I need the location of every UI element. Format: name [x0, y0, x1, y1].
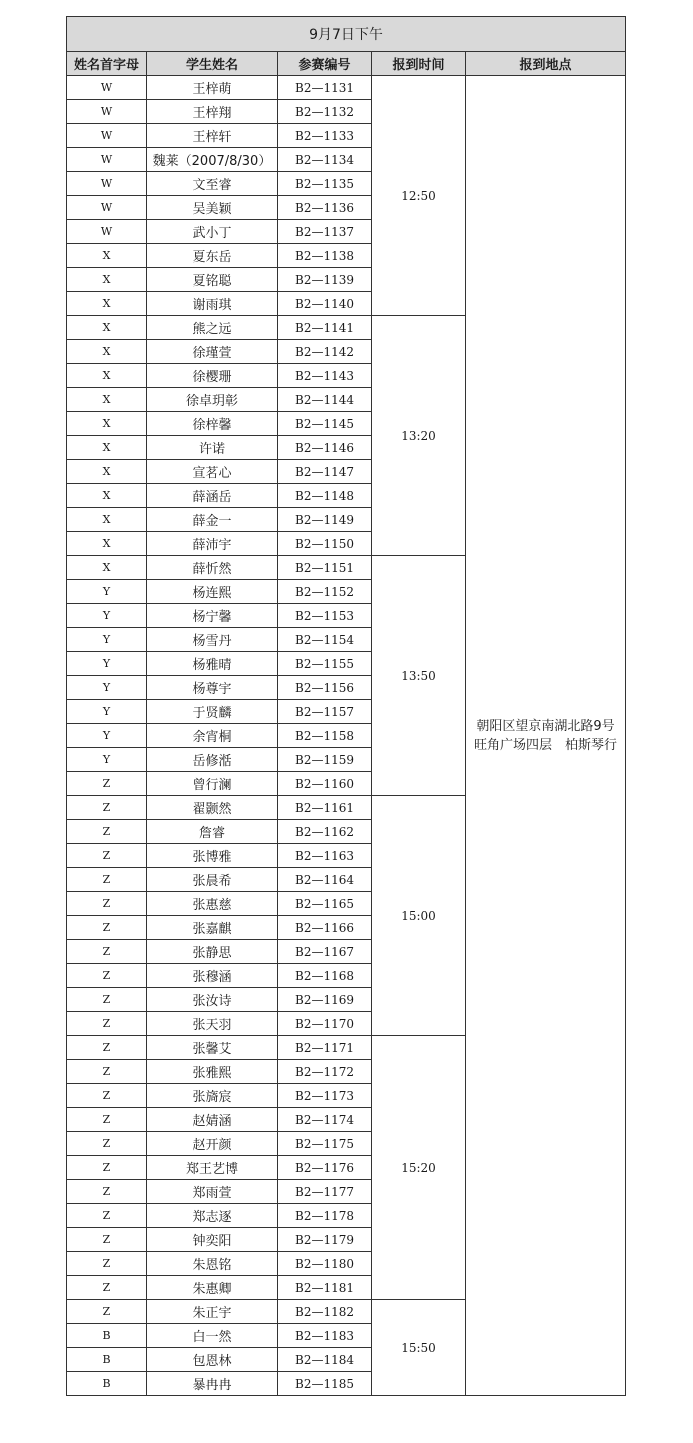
name-initial-cell: X — [67, 340, 147, 364]
name-initial-cell: X — [67, 484, 147, 508]
student-name-cell: 杨尊宇 — [147, 676, 278, 700]
entry-id-cell: B2—1143 — [278, 364, 372, 388]
checkin-time-cell: 15:00 — [372, 796, 466, 1036]
student-name-cell: 暴冉冉 — [147, 1372, 278, 1396]
student-name-cell: 薛沛宇 — [147, 532, 278, 556]
entry-id-cell: B2—1167 — [278, 940, 372, 964]
name-initial-cell: Y — [67, 676, 147, 700]
student-name-cell: 吴美颖 — [147, 196, 278, 220]
entry-id-cell: B2—1185 — [278, 1372, 372, 1396]
name-initial-cell: Z — [67, 916, 147, 940]
entry-id-cell: B2—1172 — [278, 1060, 372, 1084]
entry-id-cell: B2—1175 — [278, 1132, 372, 1156]
entry-id-cell: B2—1178 — [278, 1204, 372, 1228]
entry-id-cell: B2—1174 — [278, 1108, 372, 1132]
entry-id-cell: B2—1177 — [278, 1180, 372, 1204]
student-name-cell: 于贤麟 — [147, 700, 278, 724]
name-initial-cell: Z — [67, 1108, 147, 1132]
entry-id-cell: B2—1140 — [278, 292, 372, 316]
entry-id-cell: B2—1164 — [278, 868, 372, 892]
student-name-cell: 宣茗心 — [147, 460, 278, 484]
name-initial-cell: Z — [67, 892, 147, 916]
entry-id-cell: B2—1160 — [278, 772, 372, 796]
name-initial-cell: Z — [67, 1180, 147, 1204]
student-name-cell: 詹睿 — [147, 820, 278, 844]
checkin-time-cell: 12:50 — [372, 76, 466, 316]
entry-id-cell: B2—1170 — [278, 1012, 372, 1036]
table-body — [67, 17, 626, 1396]
student-name-cell: 许诺 — [147, 436, 278, 460]
student-name-cell: 魏莱（2007/8/30） — [147, 148, 278, 172]
entry-id-cell: B2—1168 — [278, 964, 372, 988]
student-name-cell: 夏东岳 — [147, 244, 278, 268]
name-initial-cell: X — [67, 412, 147, 436]
name-initial-cell: Z — [67, 796, 147, 820]
entry-id-cell: B2—1182 — [278, 1300, 372, 1324]
name-initial-cell: X — [67, 292, 147, 316]
name-initial-cell: B — [67, 1372, 147, 1396]
entry-id-cell: B2—1180 — [278, 1252, 372, 1276]
name-initial-cell: Y — [67, 748, 147, 772]
entry-id-cell: B2—1152 — [278, 580, 372, 604]
entry-id-cell: B2—1162 — [278, 820, 372, 844]
checkin-time-cell: 15:50 — [372, 1300, 466, 1396]
name-initial-cell: Z — [67, 1300, 147, 1324]
entry-id-cell: B2—1153 — [278, 604, 372, 628]
header-entry-id: 参赛编号 — [278, 52, 372, 76]
student-name-cell: 熊之远 — [147, 316, 278, 340]
student-name-cell: 张旖宸 — [147, 1084, 278, 1108]
student-name-cell: 朱正宇 — [147, 1300, 278, 1324]
name-initial-cell: X — [67, 244, 147, 268]
name-initial-cell: X — [67, 532, 147, 556]
name-initial-cell: Y — [67, 700, 147, 724]
entry-id-cell: B2—1150 — [278, 532, 372, 556]
name-initial-cell: Y — [67, 580, 147, 604]
student-name-cell: 薛涵岳 — [147, 484, 278, 508]
student-name-cell: 岳修湉 — [147, 748, 278, 772]
header-row — [67, 52, 626, 76]
name-initial-cell: Y — [67, 628, 147, 652]
name-initial-cell: Z — [67, 868, 147, 892]
entry-id-cell: B2—1163 — [278, 844, 372, 868]
entry-id-cell: B2—1156 — [278, 676, 372, 700]
name-initial-cell: W — [67, 220, 147, 244]
name-initial-cell: W — [67, 196, 147, 220]
entry-id-cell: B2—1183 — [278, 1324, 372, 1348]
student-name-cell: 张汝诗 — [147, 988, 278, 1012]
entry-id-cell: B2—1141 — [278, 316, 372, 340]
student-name-cell: 钟奕阳 — [147, 1228, 278, 1252]
student-name-cell: 曾行澜 — [147, 772, 278, 796]
student-name-cell: 杨雅晴 — [147, 652, 278, 676]
entry-id-cell: B2—1166 — [278, 916, 372, 940]
name-initial-cell: Z — [67, 964, 147, 988]
name-initial-cell: X — [67, 508, 147, 532]
name-initial-cell: B — [67, 1324, 147, 1348]
student-name-cell: 朱恩铭 — [147, 1252, 278, 1276]
student-name-cell: 张馨艾 — [147, 1036, 278, 1060]
entry-id-cell: B2—1131 — [278, 76, 372, 100]
name-initial-cell: Y — [67, 604, 147, 628]
student-name-cell: 杨宁馨 — [147, 604, 278, 628]
name-initial-cell: W — [67, 148, 147, 172]
name-initial-cell: Z — [67, 772, 147, 796]
student-name-cell: 薛忻然 — [147, 556, 278, 580]
entry-id-cell: B2—1138 — [278, 244, 372, 268]
header-checkin-time: 报到时间 — [372, 52, 466, 76]
entry-id-cell: B2—1184 — [278, 1348, 372, 1372]
entry-id-cell: B2—1132 — [278, 100, 372, 124]
name-initial-cell: X — [67, 460, 147, 484]
entry-id-cell: B2—1181 — [278, 1276, 372, 1300]
name-initial-cell: X — [67, 316, 147, 340]
table-row — [67, 76, 626, 100]
student-name-cell: 郑雨萱 — [147, 1180, 278, 1204]
student-name-cell: 张穆涵 — [147, 964, 278, 988]
checkin-time-cell: 15:20 — [372, 1036, 466, 1300]
name-initial-cell: X — [67, 436, 147, 460]
student-name-cell: 文至睿 — [147, 172, 278, 196]
entry-id-cell: B2—1151 — [278, 556, 372, 580]
student-name-cell: 赵开颜 — [147, 1132, 278, 1156]
entry-id-cell: B2—1165 — [278, 892, 372, 916]
name-initial-cell: Z — [67, 1036, 147, 1060]
checkin-time-cell: 13:20 — [372, 316, 466, 556]
name-initial-cell: Z — [67, 820, 147, 844]
entry-id-cell: B2—1176 — [278, 1156, 372, 1180]
student-name-cell: 赵婧涵 — [147, 1108, 278, 1132]
student-name-cell: 张静思 — [147, 940, 278, 964]
student-name-cell: 杨雪丹 — [147, 628, 278, 652]
entry-id-cell: B2—1142 — [278, 340, 372, 364]
name-initial-cell: X — [67, 388, 147, 412]
checkin-location-cell: 朝阳区望京南湖北路9号 旺角广场四层 柏斯琴行 — [466, 76, 626, 1396]
student-name-cell: 王梓轩 — [147, 124, 278, 148]
student-name-cell: 徐梓馨 — [147, 412, 278, 436]
header-checkin-location: 报到地点 — [466, 52, 626, 76]
student-name-cell: 谢雨琪 — [147, 292, 278, 316]
student-name-cell: 余宵桐 — [147, 724, 278, 748]
entry-id-cell: B2—1159 — [278, 748, 372, 772]
entry-id-cell: B2—1137 — [278, 220, 372, 244]
entry-id-cell: B2—1179 — [278, 1228, 372, 1252]
student-name-cell: 夏铭聪 — [147, 268, 278, 292]
title-row — [67, 17, 626, 52]
name-initial-cell: Z — [67, 1060, 147, 1084]
student-name-cell: 徐樱珊 — [147, 364, 278, 388]
header-initial: 姓名首字母 — [67, 52, 147, 76]
name-initial-cell: W — [67, 76, 147, 100]
entry-id-cell: B2—1134 — [278, 148, 372, 172]
name-initial-cell: Z — [67, 1132, 147, 1156]
entry-id-cell: B2—1171 — [278, 1036, 372, 1060]
student-name-cell: 郑王艺博 — [147, 1156, 278, 1180]
name-initial-cell: W — [67, 124, 147, 148]
name-initial-cell: Y — [67, 652, 147, 676]
entry-id-cell: B2—1158 — [278, 724, 372, 748]
entry-id-cell: B2—1145 — [278, 412, 372, 436]
registration-table — [66, 16, 626, 1396]
student-name-cell: 张嘉麒 — [147, 916, 278, 940]
name-initial-cell: Z — [67, 1204, 147, 1228]
entry-id-cell: B2—1155 — [278, 652, 372, 676]
student-name-cell: 武小丁 — [147, 220, 278, 244]
entry-id-cell: B2—1146 — [278, 436, 372, 460]
student-name-cell: 徐瑾萱 — [147, 340, 278, 364]
name-initial-cell: Z — [67, 1228, 147, 1252]
entry-id-cell: B2—1173 — [278, 1084, 372, 1108]
entry-id-cell: B2—1148 — [278, 484, 372, 508]
name-initial-cell: W — [67, 100, 147, 124]
student-name-cell: 张惠慈 — [147, 892, 278, 916]
name-initial-cell: Y — [67, 724, 147, 748]
entry-id-cell: B2—1139 — [278, 268, 372, 292]
student-name-cell: 翟颢然 — [147, 796, 278, 820]
student-name-cell: 张博雅 — [147, 844, 278, 868]
entry-id-cell: B2—1149 — [278, 508, 372, 532]
name-initial-cell: Z — [67, 1276, 147, 1300]
entry-id-cell: B2—1144 — [278, 388, 372, 412]
student-name-cell: 薛金一 — [147, 508, 278, 532]
name-initial-cell: B — [67, 1348, 147, 1372]
student-name-cell: 徐卓玥彰 — [147, 388, 278, 412]
name-initial-cell: Z — [67, 844, 147, 868]
student-name-cell: 张雅熙 — [147, 1060, 278, 1084]
name-initial-cell: Z — [67, 940, 147, 964]
checkin-time-cell: 13:50 — [372, 556, 466, 796]
name-initial-cell: X — [67, 364, 147, 388]
name-initial-cell: Z — [67, 988, 147, 1012]
header-student-name: 学生姓名 — [147, 52, 278, 76]
student-name-cell: 张天羽 — [147, 1012, 278, 1036]
name-initial-cell: Z — [67, 1252, 147, 1276]
name-initial-cell: W — [67, 172, 147, 196]
name-initial-cell: Z — [67, 1084, 147, 1108]
student-name-cell: 张晨希 — [147, 868, 278, 892]
student-name-cell: 王梓翔 — [147, 100, 278, 124]
student-name-cell: 郑志逐 — [147, 1204, 278, 1228]
entry-id-cell: B2—1135 — [278, 172, 372, 196]
entry-id-cell: B2—1147 — [278, 460, 372, 484]
entry-id-cell: B2—1169 — [278, 988, 372, 1012]
name-initial-cell: Z — [67, 1156, 147, 1180]
entry-id-cell: B2—1157 — [278, 700, 372, 724]
sheet-title: 9月7日下午 — [67, 17, 626, 52]
entry-id-cell: B2—1136 — [278, 196, 372, 220]
name-initial-cell: X — [67, 556, 147, 580]
student-name-cell: 王梓萌 — [147, 76, 278, 100]
name-initial-cell: Z — [67, 1012, 147, 1036]
entry-id-cell: B2—1161 — [278, 796, 372, 820]
entry-id-cell: B2—1154 — [278, 628, 372, 652]
student-name-cell: 白一然 — [147, 1324, 278, 1348]
name-initial-cell: X — [67, 268, 147, 292]
student-name-cell: 包恩林 — [147, 1348, 278, 1372]
entry-id-cell: B2—1133 — [278, 124, 372, 148]
student-name-cell: 杨连熙 — [147, 580, 278, 604]
student-name-cell: 朱惠卿 — [147, 1276, 278, 1300]
